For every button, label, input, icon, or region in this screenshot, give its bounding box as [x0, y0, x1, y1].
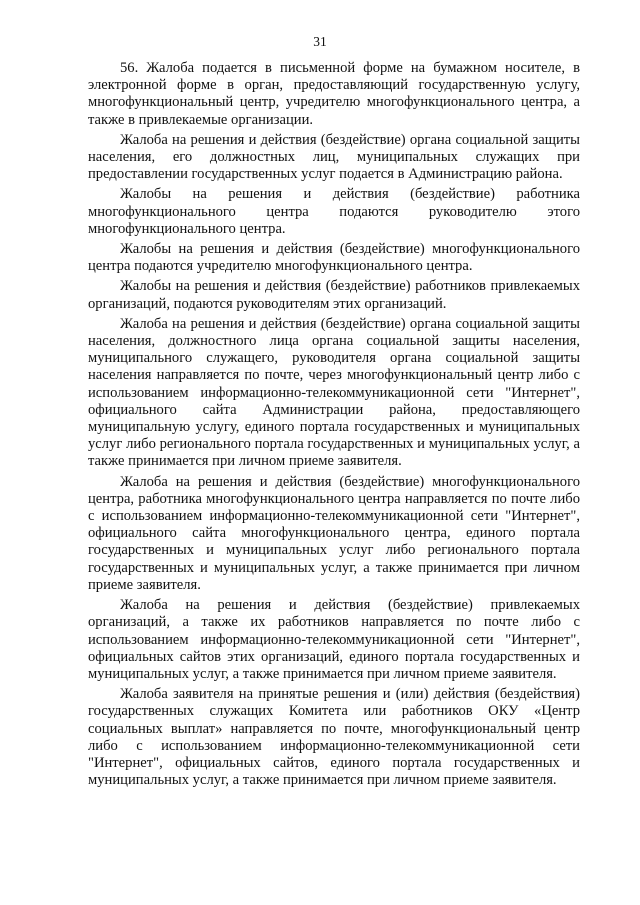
paragraph-56: 56. Жалоба подается в письменной форме на бумажном носителе, в электронной форме в орган, предоставляющий государственную услугу, многофункциональный центр, учредителю многофункционального центра, а также в привлекаемые организации.: [88, 60, 580, 128]
page-number: 31: [313, 34, 327, 49]
paragraph-committee-submission: Жалоба заявителя на принятые решения и (или) действия (бездействия) государственных служащих Комитета или работников ОКУ «Центр социальных выплат» направляется по почте, многофункциональный центр либо с использованием информационно-телекоммуникационной сети "Интернет", официальных сайтов, единого портала государственных и муниципальных услуг, а также принимается при личном приеме заявителя.: [88, 686, 580, 789]
paragraph-mfc-worker-complaint: Жалобы на решения и действия (бездействие) работника многофункционального центра подаются руководителю этого многофункционального центра.: [88, 186, 580, 237]
paragraph-mfc-complaint: Жалобы на решения и действия (бездействие) многофункционального центра подаются учредителю многофункционального центра.: [88, 241, 580, 275]
document-body: [88, 60, 580, 792]
paragraph-organizations-submission: Жалоба на решения и действия (бездействие) привлекаемых организаций, а также их работников направляется по почте либо с использованием информационно-телекоммуникационной сети "Интернет", официальных сайтов этих организаций, единого портала государственных и муниципальных услуг, а также принимается при личном приеме заявителя.: [88, 597, 580, 682]
paragraph-mfc-submission: Жалоба на решения и действия (бездействие) многофункционального центра, работника многофункционального центра направляется по почте либо с использованием информационно-телекоммуникационной сети "Интернет", официального сайта многофункционального центра, единого портала государственных и муниципальных услуг либо регионального портала государственных и муниципальных услуг, а также принимается при личном приеме заявителя.: [88, 473, 580, 593]
paragraph-social-protection-complaint: Жалоба на решения и действия (бездействие) органа социальной защиты населения, его должностных лиц, муниципальных служащих при предоставлении государственных услуг подается в Администрацию района.: [88, 131, 580, 183]
paragraph-organization-workers-complaint: Жалобы на решения и действия (бездействие) работников привлекаемых организаций, подаются руководителям этих организаций.: [88, 278, 580, 312]
paragraph-social-protection-submission: Жалоба на решения и действия (бездействие) органа социальной защиты населения, должностного лица органа социальной защиты населения, муниципального служащего, руководителя органа социальной защиты населения направляется по почте, через многофункциональный центр либо с использованием информационно-телекоммуникационной сети "Интернет", официального сайта Администрации района, предоставляющего муниципальную услугу, единого портала государственных и муниципальных услуг либо регионального портала государственных и муниципальных услуг, а также принимается при личном приеме заявителя.: [88, 315, 580, 470]
